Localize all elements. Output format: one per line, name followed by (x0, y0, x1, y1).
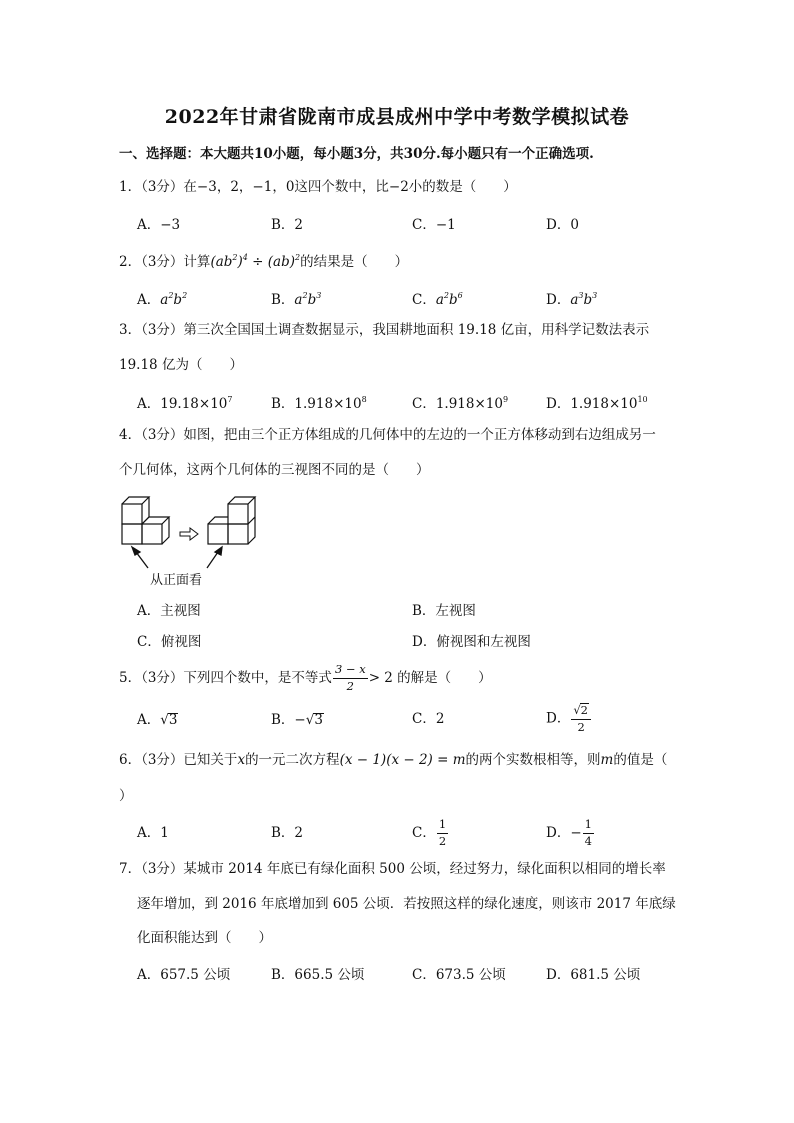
q5-option-a: A．√3 (137, 712, 178, 728)
q7-option-b: B．665.5 公顷 (271, 967, 365, 983)
q1-option-a: A．−3 (137, 217, 181, 233)
question-7-line2: 逐年增加，到 2016 年底增加到 605 公顷．若按照这样的绿化速度，则该市 2017 年底绿 (137, 896, 676, 912)
q5-option-d: D． $\frac{√2}{2}$ (546, 703, 592, 735)
q6-option-a: A．1 (137, 825, 169, 841)
question-4-line2: 个几何体，这两个几何体的三视图不同的是（ ） (119, 462, 430, 478)
q2-option-d: D．$a^3b^3$ (546, 291, 598, 308)
q1-option-d: D．0 (546, 217, 579, 233)
question-2-stem: 2．（3分）计算$(ab^2)^4 \div (ab)^2$的结果是（ ） (119, 253, 409, 270)
q4-option-c: C．俯视图 (137, 634, 202, 650)
q5-option-b: B．−√3 (271, 712, 323, 728)
q6-option-c: C． $\frac{1}{2}$ (412, 817, 447, 848)
q6-option-d: D．− $\frac{1}{4}$ (546, 817, 592, 848)
q4-option-d: D．俯视图和左视图 (412, 634, 531, 650)
q2-option-a: A．$a^2b^2$ (137, 291, 188, 308)
page-title: 2022年甘肃省陇南市成县成州中学中考数学模拟试卷 (164, 106, 630, 128)
right-solid (208, 497, 255, 544)
q4-option-b: B．左视图 (412, 603, 476, 619)
q2-option-c: C．$a^2b^6$ (412, 291, 463, 308)
q6-equation: (x − 1)(x − 2) = m (339, 752, 466, 768)
question-7-line3: 化面积能达到（ ） (137, 930, 272, 946)
transform-arrow-icon (180, 528, 198, 540)
question-7-line1: 7．（3分）某城市 2014 年底已有绿化面积 500 公顷，经过努力，绿化面积以相同的增长率 (119, 861, 666, 877)
q7-option-d: D．681.5 公顷 (546, 967, 641, 983)
q2-option-b: B．$a^2b^3$ (271, 291, 322, 308)
question-5-stem: 5．（3分）下列四个数中，是不等式 $\frac{3 - x}{2}$ > 2 的解是（ ） (119, 662, 492, 693)
question-4-line1: 4．（3分）如图，把由三个正方体组成的几何体中的左边的一个正方体移动到右边组成另一 (119, 427, 656, 443)
section-heading: 一、选择题：本大题共10小题，每小题3分，共30分.每小题只有一个正确选项. (119, 146, 594, 162)
figure-caption: 从正面看 (150, 573, 203, 588)
q7-option-a: A．657.5 公顷 (137, 967, 231, 983)
q3-option-d: D．$1.918\times 10^{10}$ (546, 395, 648, 412)
question-3-line1: 3．（3分）第三次全国国土调查数据显示，我国耕地面积 19.18 亿亩，用科学记数法表示 (119, 322, 650, 338)
left-solid (122, 497, 169, 544)
q7-option-c: C．673.5 公顷 (412, 967, 506, 983)
question-6-line1: 6．（3分）已知关于x的一元二次方程(x − 1)(x − 2) = m的两个实数根相等，则m的值是（ (119, 752, 668, 768)
view-arrows (132, 547, 222, 568)
q5-option-c: C．2 (412, 711, 445, 727)
question-1-stem: 1．（3分）在−3，2，−1，0这四个数中，比−2小的数是（ ） (119, 179, 517, 195)
q2-expression: $(ab^2)^4 \div (ab)^2$ (210, 253, 301, 270)
q4-option-a: A．主视图 (137, 603, 201, 619)
q3-option-a: A．$19.18\times 10^7$ (137, 395, 233, 412)
q3-option-b: B．$1.918\times 10^8$ (271, 395, 367, 412)
q1-option-c: C．−1 (412, 217, 456, 233)
q5-fraction: $\frac{3 - x}{2}$ (334, 662, 366, 693)
q1-option-b: B．2 (271, 217, 304, 233)
question-6-line2: ） (119, 788, 133, 804)
question-3-line2: 19.18 亿为（ ） (119, 357, 243, 373)
q6-option-b: B．2 (271, 825, 304, 841)
q3-option-c: C．$1.918\times 10^9$ (412, 395, 509, 412)
